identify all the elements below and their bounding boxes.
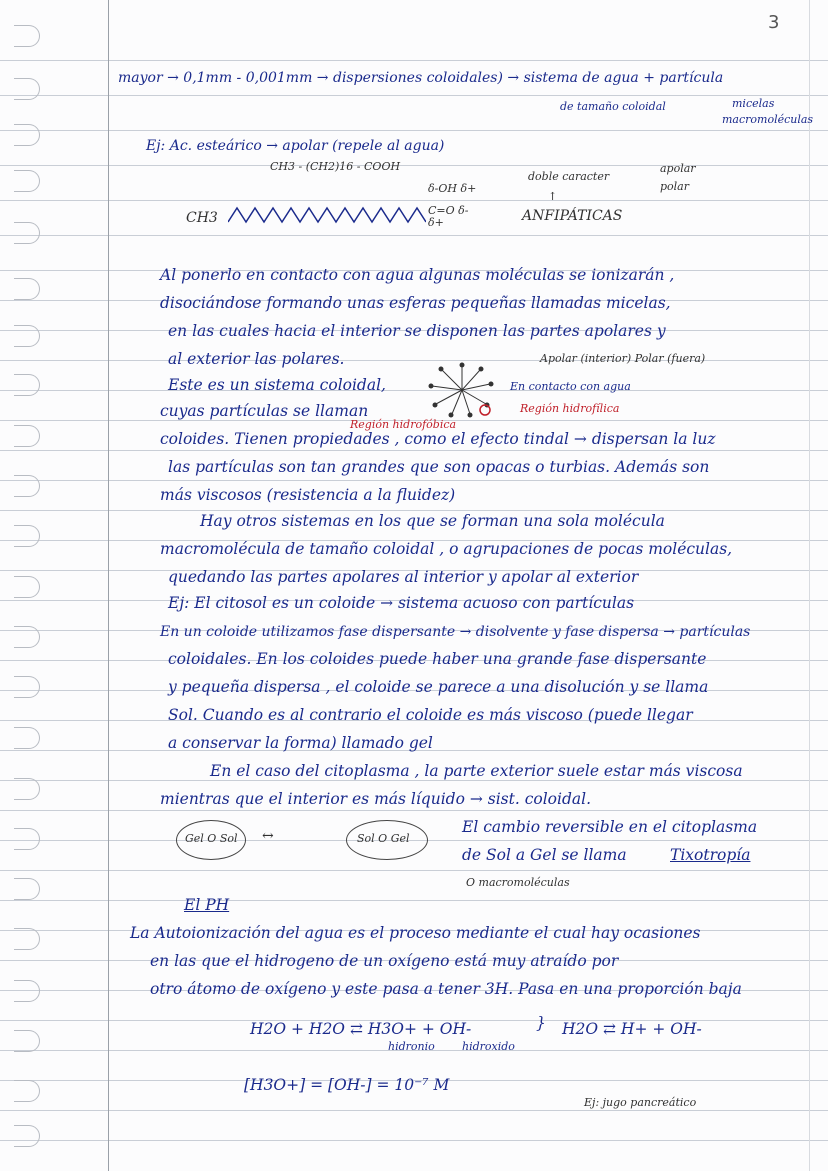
note-line: en las que el hidrogeno de un oxígeno está muy atraído por xyxy=(150,952,619,970)
ruled-line xyxy=(0,130,828,131)
note-line: de Sol a Gel se llama xyxy=(462,846,627,864)
note-line: quedando las partes apolares al interior y apolar al exterior xyxy=(168,568,639,586)
note-line: ANFIPÁTICAS xyxy=(522,208,623,224)
note-line: otro átomo de oxígeno y este pasa a tener 3H. Pasa en una proporción baja xyxy=(150,980,742,998)
note-line: de tamaño coloidal xyxy=(560,100,666,113)
ruled-line xyxy=(0,870,828,871)
page-number: 3 xyxy=(768,12,780,33)
binder-hole xyxy=(14,325,40,347)
note-line: más viscosos (resistencia a la fluidez) xyxy=(160,486,456,504)
note-line: macromolécula de tamaño coloidal , o agrupaciones de pocas moléculas, xyxy=(160,540,733,558)
note-line: hidroxido xyxy=(462,1040,515,1053)
gel-sol-bubble xyxy=(176,820,246,860)
binder-hole xyxy=(14,475,40,497)
note-line: Apolar (interior) Polar (fuera) xyxy=(540,352,706,365)
ruled-line xyxy=(0,480,828,481)
binder-hole xyxy=(14,222,40,244)
binder-hole xyxy=(14,1030,40,1052)
note-line: En un coloide utilizamos fase dispersante → disolvente y fase dispersa → partículas xyxy=(160,624,751,640)
note-line: en las cuales hacia el interior se disponen las partes apolares y xyxy=(168,322,666,340)
note-line: coloides. Tienen propiedades , como el efecto tindal → dispersan la luz xyxy=(160,430,716,448)
binder-hole xyxy=(14,374,40,396)
chemical-equation: [H3O+] = [OH-] = 10⁻⁷ M xyxy=(244,1076,450,1094)
note-line: La Autoionización del agua es el proceso mediante el cual hay ocasiones xyxy=(130,924,701,942)
bubble-label: Sol O Gel xyxy=(357,832,410,845)
note-line: a conservar la forma) llamado gel xyxy=(168,734,433,752)
note-line: mientras que el interior es más líquido → sist. coloidal. xyxy=(160,790,592,808)
ruled-line xyxy=(0,900,828,901)
note-line: mayor → 0,1mm - 0,001mm → dispersiones coloidales) → sistema de agua + partícula xyxy=(118,70,724,86)
note-line: coloidales. En los coloides puede haber una grande fase dispersante xyxy=(168,650,707,668)
binder-hole xyxy=(14,928,40,950)
ruled-line xyxy=(0,200,828,201)
note-line: C=O δ- xyxy=(428,204,469,217)
binder-hole xyxy=(14,778,40,800)
note-line: al exterior las polares. xyxy=(168,350,345,368)
binder-hole xyxy=(14,170,40,192)
note-line: Hay otros sistemas en los que se forman una sola molécula xyxy=(200,512,665,530)
note-line: Este es un sistema coloidal, xyxy=(168,376,386,394)
ruled-line xyxy=(0,450,828,451)
note-line: Región hidrofílica xyxy=(520,402,620,415)
binder-hole xyxy=(14,124,40,146)
note-line: cuyas partículas se llaman xyxy=(160,402,369,420)
ruled-line xyxy=(0,1140,828,1141)
note-line: O macromoléculas xyxy=(466,876,570,889)
note-line: δ+ xyxy=(428,216,444,229)
binder-hole xyxy=(14,980,40,1002)
ruled-line xyxy=(0,810,828,811)
note-line: En el caso del citoplasma , la parte exterior suele estar más viscosa xyxy=(210,762,743,780)
ruled-line xyxy=(0,510,828,511)
ruled-line xyxy=(0,60,828,61)
note-line: las partículas son tan grandes que son opacas o turbias. Además son xyxy=(168,458,710,476)
section-heading: El PH xyxy=(184,896,230,914)
ruled-line xyxy=(0,235,828,236)
binder-hole xyxy=(14,25,40,47)
chemical-equation: H2O + H2O ⇄ H3O+ + OH- xyxy=(250,1020,472,1038)
binder-hole xyxy=(14,1080,40,1102)
note-line: Ej: jugo pancreático xyxy=(584,1096,697,1109)
binder-hole xyxy=(14,425,40,447)
note-line: Región hidrofóbica xyxy=(350,418,457,431)
micelle-diagram-icon xyxy=(412,360,512,420)
note-line: macromoléculas xyxy=(722,113,814,126)
binder-hole xyxy=(14,828,40,850)
note-line: hidronio xyxy=(388,1040,435,1053)
brace-icon: } xyxy=(536,1014,546,1032)
note-line: Al ponerlo en contacto con agua algunas moléculas se ionizarán , xyxy=(160,266,675,284)
page-edge xyxy=(809,0,810,1171)
chemical-formula: CH3 - (CH2)16 - COOH xyxy=(270,160,401,173)
note-line: δ-OH δ+ xyxy=(428,182,477,195)
note-line: polar xyxy=(660,180,689,193)
note-line: Sol. Cuando es al contrario el coloide es más viscoso (puede llegar xyxy=(168,706,693,724)
binder-hole xyxy=(14,78,40,100)
note-line: disociándose formando unas esferas pequeñas llamadas micelas, xyxy=(160,294,671,312)
binder-hole xyxy=(14,1125,40,1147)
note-line: apolar xyxy=(660,162,696,175)
note-line: En contacto con agua xyxy=(510,380,631,393)
binder-hole xyxy=(14,676,40,698)
binder-hole xyxy=(14,727,40,749)
binder-hole xyxy=(14,525,40,547)
binder-hole xyxy=(14,278,40,300)
bubble-label: Gel O Sol xyxy=(185,832,238,845)
ruled-line xyxy=(0,1110,828,1111)
margin-line xyxy=(108,0,109,1171)
chemical-equation: H2O ⇄ H+ + OH- xyxy=(562,1020,702,1038)
note-line: micelas xyxy=(732,97,775,110)
arrow-icon: ↑ xyxy=(548,190,558,203)
binder-hole xyxy=(14,878,40,900)
binder-hole xyxy=(14,576,40,598)
note-line: Ej: El citosol es un coloide → sistema acuoso con partículas xyxy=(168,594,635,612)
note-line: CH3 xyxy=(186,210,218,226)
note-line: y pequeña dispersa , el coloide se parece a una disolución y se llama xyxy=(168,678,709,696)
note-line: El cambio reversible en el citoplasma xyxy=(462,818,758,836)
sol-gel-bubble xyxy=(346,820,428,860)
ruled-line xyxy=(0,780,828,781)
binder-hole xyxy=(14,626,40,648)
ruled-line xyxy=(0,165,828,166)
ruled-line xyxy=(0,95,828,96)
zigzag-chain-icon xyxy=(228,202,426,226)
note-line: Ej: Ac. esteárico → apolar (repele al agua) xyxy=(146,138,445,154)
note-line: doble caracter xyxy=(528,170,610,183)
double-arrow-icon: ↔ xyxy=(262,828,274,844)
note-line: Tixotropía xyxy=(670,846,751,864)
